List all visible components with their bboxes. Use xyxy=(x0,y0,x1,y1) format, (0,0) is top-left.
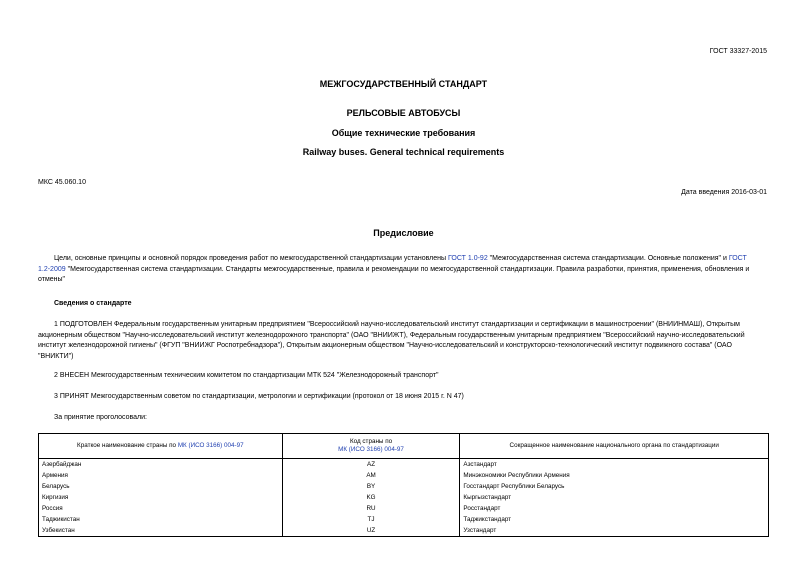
item-1: 1 ПОДГОТОВЛЕН Федеральным государственным унитарным предприятием "Всероссийский научно-исследовательский институт стандартизации и сертификации в машиностроении" (ВНИИНМАШ), Открытым акционерным обществом "Научно-исследовательский институт железнодорожного транспорта" (ОАО "ВНИИЖТ), Федеральным государственным унитарным предприятием "Всероссийский научно-исследовательский институт железнодорожной гигиены" (ФГУП "ВНИИЖГ Роспотребнадзора"), Открытым акционерным обществом "Научно-исследовательский и конструкторско-технологический институт подвижного состава" (ОАО "ВНИКТИ") xyxy=(38,321,745,360)
gost-1-2-2009-link[interactable]: ГОСТ xyxy=(728,255,747,262)
country-cell: Беларусь xyxy=(39,481,283,492)
header-body: Сокращенное наименование национального органа по стандартизации xyxy=(460,434,769,459)
code-cell: AM xyxy=(282,470,460,481)
voted-label: За принятие проголосовали: xyxy=(54,414,147,421)
foreword-heading: Предисловие xyxy=(373,228,434,238)
country-cell: Россия xyxy=(39,503,283,514)
table-row xyxy=(39,492,769,503)
code-cell: RU xyxy=(282,503,460,514)
header-code: Код страны по МК (ИСО 3166) 004-97 xyxy=(282,434,460,459)
code-cell: UZ xyxy=(282,525,460,537)
country-cell: Узбекистан xyxy=(39,525,283,537)
body-cell: Узстандарт xyxy=(460,525,769,537)
code-cell: TJ xyxy=(282,514,460,525)
standard-type: МЕЖГОСУДАРСТВЕННЫЙ СТАНДАРТ xyxy=(319,79,488,89)
gost-1-2-2009-link-cont[interactable]: 1.2-2009 xyxy=(38,265,66,273)
countries-table xyxy=(38,433,769,537)
document-title-en: Railway buses. General technical requirements xyxy=(302,147,505,157)
foreword-paragraph: Цели, основные принципы и основной порядок проведения работ по межгосударственной стандартизации установлены ГОСТ 1.0-92 "Межгосударственная система стандартизации. Основные положения" и ГОСТ 1.2-2009 "Межгосударственная система стандартизации. Стандарты межгосударственные, правила и рекомендации по межгосударственной стандартизации. Правила разработки, принятия, применения, обновления и отмены" xyxy=(38,255,750,283)
body-cell: Таджикстандарт xyxy=(460,514,769,525)
header-country: Краткое наименование страны по МК (ИСО 3166) 004-97 xyxy=(39,434,283,459)
code-cell: KG xyxy=(282,492,460,503)
document-code: ГОСТ 33327-2015 xyxy=(709,48,767,55)
about-heading: Сведения о стандарте xyxy=(54,300,132,307)
table-row xyxy=(39,525,769,537)
country-cell: Таджикистан xyxy=(39,514,283,525)
body-cell: Азстандарт xyxy=(460,459,769,471)
body-cell: Росстандарт xyxy=(460,503,769,514)
country-cell: Азербайджан xyxy=(39,459,283,471)
mk-iso-link[interactable]: МК (ИСО 3166) 004-97 xyxy=(177,442,244,449)
body-cell: Госстандарт Республики Беларусь xyxy=(460,481,769,492)
document-title: РЕЛЬСОВЫЕ АВТОБУСЫ xyxy=(346,108,461,118)
table-row xyxy=(39,481,769,492)
body-cell: Кыргызстандарт xyxy=(460,492,769,503)
table-row xyxy=(39,470,769,481)
country-cell: Армения xyxy=(39,470,283,481)
code-cell: AZ xyxy=(282,459,460,471)
country-cell: Киргизия xyxy=(39,492,283,503)
table-header-row xyxy=(39,434,769,459)
body-cell: Минэкономики Республики Армения xyxy=(460,470,769,481)
document-subtitle: Общие технические требования xyxy=(331,128,476,138)
gost-1-0-92-link[interactable]: ГОСТ 1.0-92 xyxy=(447,255,488,262)
table-row xyxy=(39,514,769,525)
mk-iso-link-2[interactable]: МК (ИСО 3166) 004-97 xyxy=(338,446,404,453)
code-cell: BY xyxy=(282,481,460,492)
mks-code: МКС 45.060.10 xyxy=(38,179,86,186)
item-2: 2 ВНЕСЕН Межгосударственным техническим комитетом по стандартизации МТК 524 "Железнодорожный транспорт" xyxy=(54,372,439,379)
intro-date: Дата введения 2016-03-01 xyxy=(681,189,767,196)
item-3: 3 ПРИНЯТ Межгосударственным советом по стандартизации, метрологии и сертификации (протокол от 18 июня 2015 г. N 47) xyxy=(54,393,464,400)
table-row xyxy=(39,459,769,471)
table-row xyxy=(39,503,769,514)
